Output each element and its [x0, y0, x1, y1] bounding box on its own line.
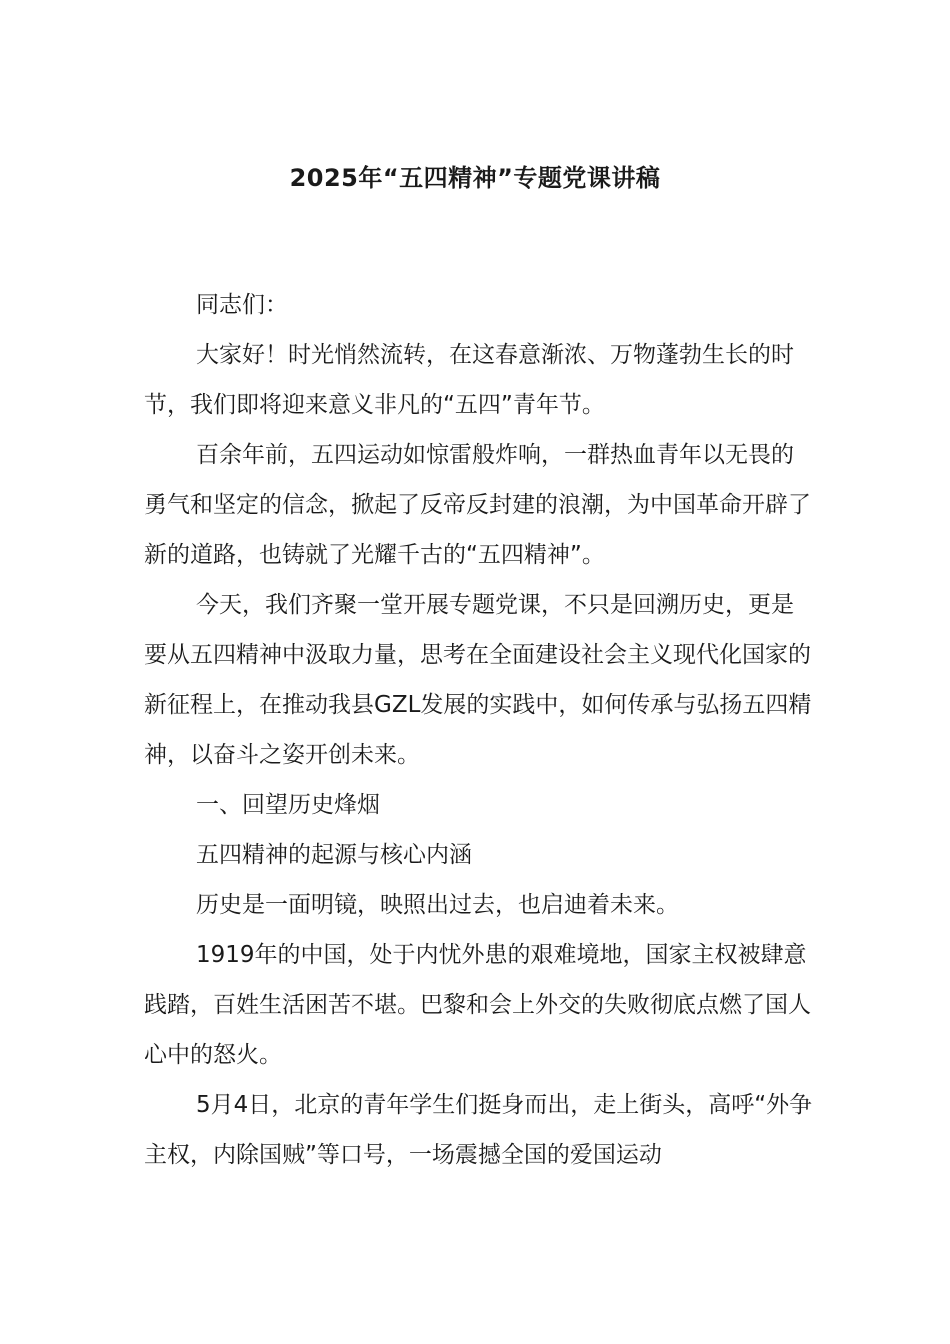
paragraph: 1919年的中国，处于内忧外患的艰难境地，国家主权被肆意践踏，百姓生活困苦不堪。巴黎和会上外交的失败彻底点燃了国人心中的怒火。 [144, 942, 811, 1068]
paragraph: 大家好！时光悄然流转，在这春意渐浓、万物蓬勃生长的时节，我们即将迎来意义非凡的“五四”青年节。 [144, 342, 794, 418]
paragraph: 5月4日，北京的青年学生们挺身而出，走上街头，高呼“外争主权，内除国贼”等口号，一场震撼全国的爱国运动 [144, 1092, 813, 1168]
section-heading: 一、回望历史烽烟 [196, 792, 380, 818]
paragraph: 历史是一面明镜，映照出过去，也启迪着未来。 [196, 892, 679, 918]
paragraph: 百余年前，五四运动如惊雷般炸响，一群热血青年以无畏的勇气和坚定的信念，掀起了反帝反封建的浪潮，为中国革命开辟了新的道路，也铸就了光耀千古的“五四精神”。 [144, 442, 811, 568]
paragraph: 今天，我们齐聚一堂开展专题党课，不只是回溯历史，更是要从五四精神中汲取力量，思考在全面建设社会主义现代化国家的新征程上，在推动我县GZL发展的实践中，如何传承与弘扬五四精神，以奋斗之姿开创未来。 [144, 592, 812, 768]
document-title: 2025年“五四精神”专题党课讲稿 [289, 164, 661, 192]
salutation: 同志们： [196, 292, 288, 318]
document-body [144, 280, 814, 1180]
section-subheading: 五四精神的起源与核心内涵 [196, 842, 472, 868]
